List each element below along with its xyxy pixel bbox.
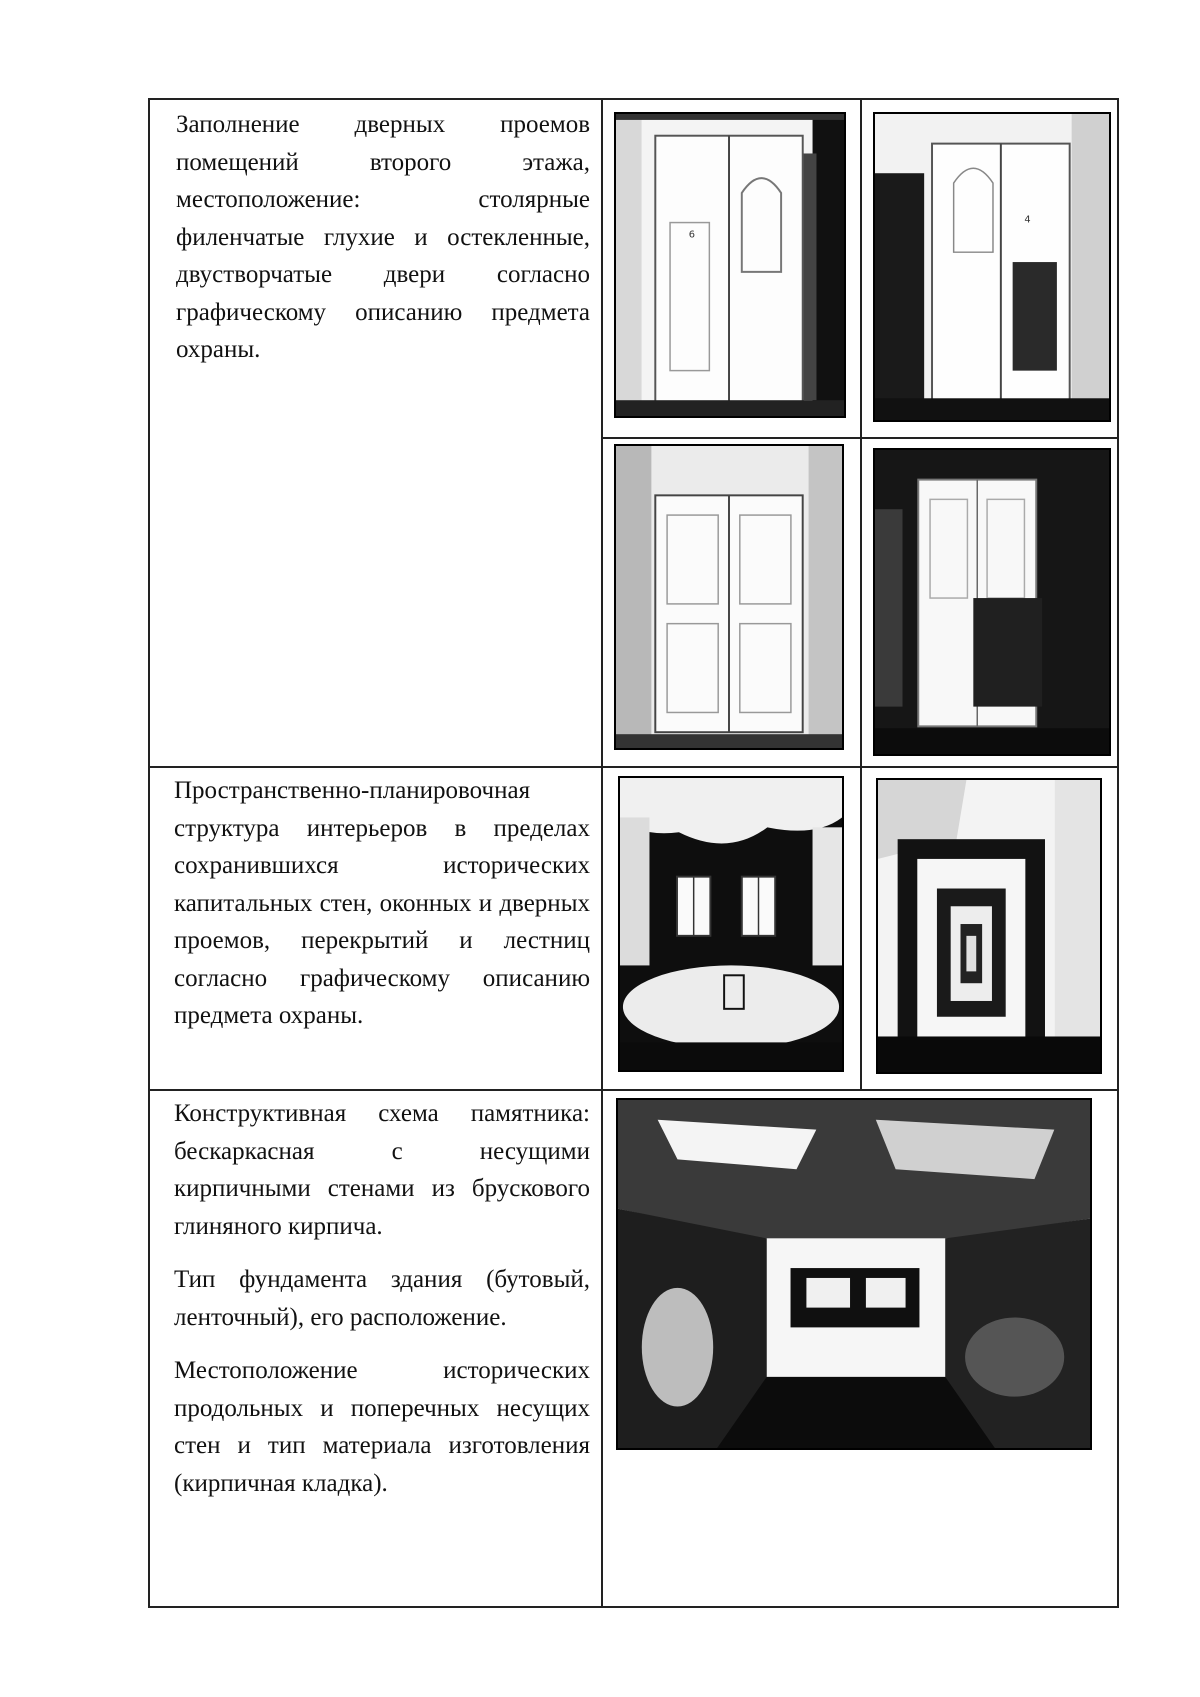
interior-room-photo-icon <box>620 778 842 1070</box>
row-3-paragraph-3: Местоположение исторических продольных и поперечных несущих стен и тип материала изготовления (кирпичная кладка). <box>174 1357 590 1497</box>
door-photo <box>873 448 1111 756</box>
svg-text:4: 4 <box>1024 214 1031 226</box>
row-3-paragraph-1: Конструктивная схема памятника: бескаркасная с несущими кирпичными стенами из брускового глиняного кирпича. <box>174 1100 590 1240</box>
row-divider-2 <box>148 1089 1119 1091</box>
door-photo-icon <box>616 446 842 748</box>
row-3-paragraph-2: Тип фундамента здания (бутовый, ленточный), его расположение. <box>174 1266 590 1331</box>
photo-column-divider-row2 <box>860 768 862 1089</box>
row-1-description <box>176 106 590 385</box>
row-1-paragraph: Заполнение дверных проемов помещений второго этажа, местоположение: столярные филенчатые глухие и остекленные, двустворчатые двери согласно графическому описанию предмета охраны. <box>176 111 590 363</box>
row-2-paragraph: Пространственно-планировочная структура интерьеров в пределах сохранившихся исторических капитальных стен, оконных и дверных проемов, перекрытий и лестниц согласно графическому описанию предмета охраны. <box>174 777 590 1029</box>
row-divider-1 <box>148 766 1119 768</box>
door-photo-icon <box>875 114 1109 420</box>
door-photo <box>614 112 846 418</box>
door-photo <box>614 444 844 750</box>
corridor-photo-icon <box>878 780 1100 1072</box>
door-photo-icon <box>875 450 1109 754</box>
svg-text:6: 6 <box>688 229 695 241</box>
table-border-bottom <box>148 1606 1119 1608</box>
row-2-description <box>174 772 590 1051</box>
row-3-description <box>174 1095 590 1518</box>
door-photo-icon <box>616 114 844 416</box>
door-photo <box>873 112 1111 422</box>
photo-column-divider-row1 <box>860 98 862 766</box>
table-border-top <box>148 98 1119 100</box>
table-border-right <box>1117 98 1119 1608</box>
corridor-photo <box>876 778 1102 1074</box>
ruined-interior-photo-icon <box>618 1100 1090 1448</box>
interior-room-photo <box>618 776 844 1072</box>
ruined-interior-photo <box>616 1098 1092 1450</box>
photo-row-divider-row1 <box>603 437 1117 439</box>
column-divider <box>601 98 603 1608</box>
table-border-left <box>148 98 150 1608</box>
